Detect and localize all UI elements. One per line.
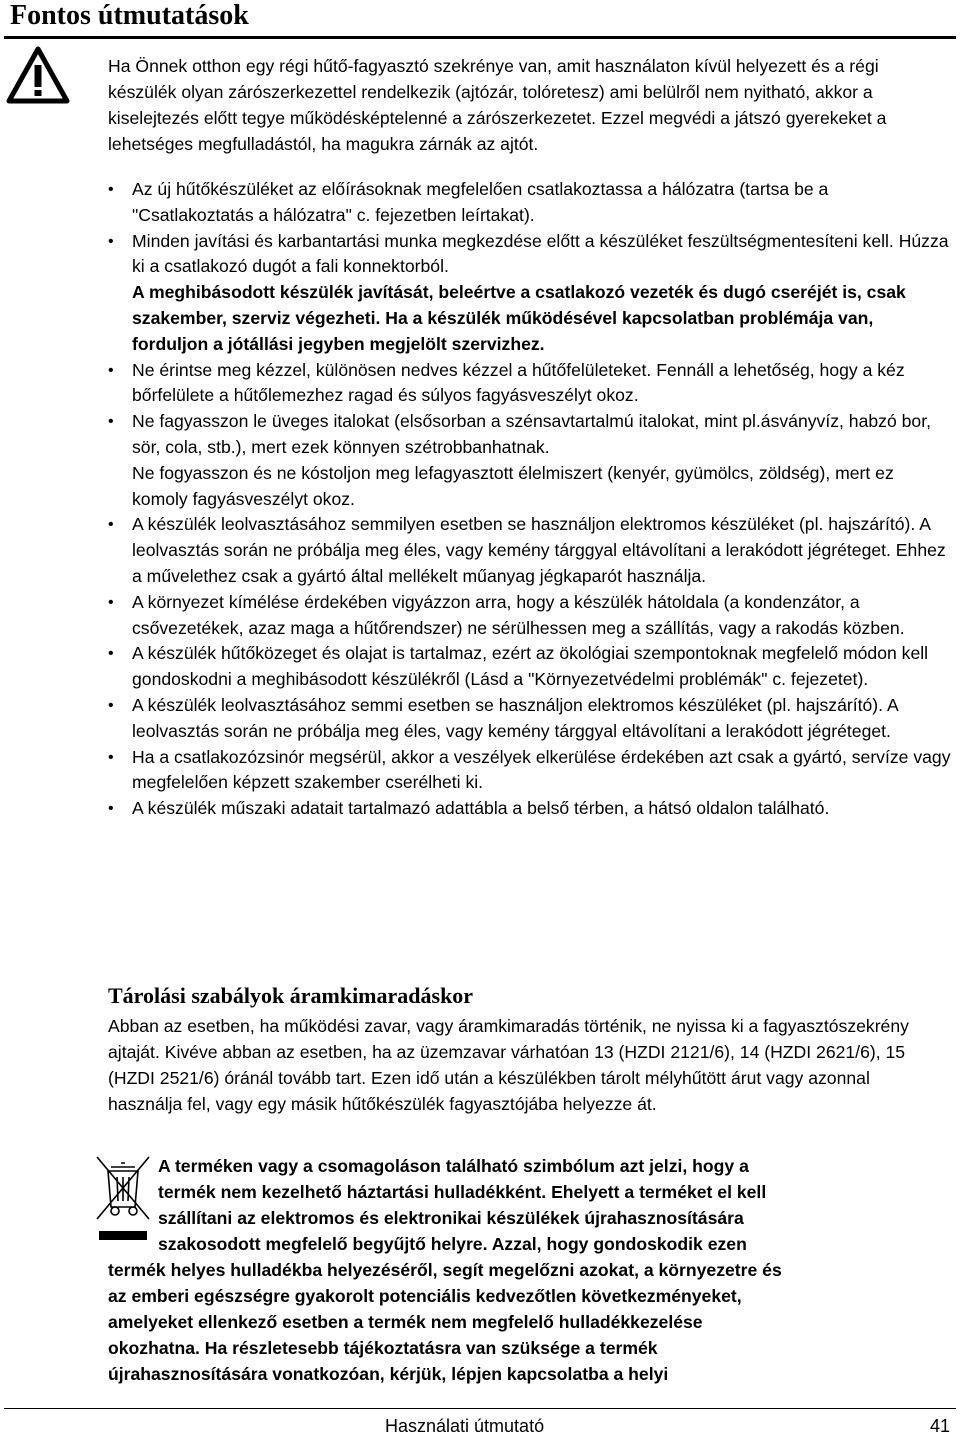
footer-rule bbox=[4, 1408, 956, 1409]
list-item: • Ne fagyasszon le üveges italokat (elsősorban a szénsavtartalmú italokat, mint pl.ásványvíz, habzó bor, sör, cola, stb.), mert ezek könnyen szétrobbanhatnak. Ne fogyasszon és ne kóstoljon meg lefagyasztott élelmiszert (kenyér, gyümölcs, zöldség), mert ez komoly fagyásveszélyt okoz. bbox=[108, 409, 954, 512]
disposal-notice: A terméken vagy a csomagoláson található szimbólum azt jelzi, hogy a termék nem kezelhető háztartási hulladékként. Ehelyett a terméket el kell szállítani az elektromos és elektronikai készülékek újrahasznosítására szakosodott megfelelő begyűjtő helyre. Azzal, hogy gondoskodik ezen termék helyes hulladékba helyezéséről, segít megelőzni azokat, a környezetre és az emberi egészségre gyakorolt potenciális kedvezőtlen következményeket, amelyeket ellenkező esetben a termék nem megfelelő hulladékkezelése okozhatna. Ha részletesebb tájékoztatásra van szüksége a termék újrahasznosítására vonatkozóan, kérjük, lépjen kapcsolatba a helyi bbox=[108, 1156, 782, 1384]
list-item: • A készülék műszaki adatait tartalmazó adattábla a belső térben, a hátsó oldalon található. bbox=[108, 796, 954, 822]
footer-label: Használati útmutató bbox=[385, 1416, 545, 1436]
title-rule bbox=[4, 36, 956, 39]
list-item: • Minden javítási és karbantartási munka megkezdése előtt a készüléket feszültségmentesíteni kell. Húzza ki a csatlakozó dugót a fali konnektorból. A meghibásodott készülék javítását, beleértve a csatlakozó vezeték és dugó cseréjét is, csak szakember, szerviz végezheti. Ha a készülék működésével kapcsolatban problémája van, forduljon a jótállási jegyben megjelölt szervizhez. bbox=[108, 229, 954, 358]
page-number: 41 bbox=[929, 1416, 950, 1436]
intro-paragraph: Ha Önnek otthon egy régi hűtő-fagyasztó szekrénye van, amit használaton kívül helyezett és a régi készülék olyan zárószerkezettel rendelkezik (ajtózár, tolóretesz) ami belülről nem nyitható, akkor a kiselejtezés előtt tegye működésképtelenné a zárószerkezetet. Ezzel megvédi a játszó gyerekeket a lehetséges megfulladástól, ha magukra zárnák az ajtót. bbox=[108, 56, 887, 154]
list-item: • A készülék leolvasztásához semmilyen esetben se használjon elektromos készüléket (pl. hajszárító). A leolvasztás során ne próbálja meg éles, vagy kemény tárggyal eltávolítani a lerakódott jégréteget. Ehhez a művelethez csak a gyártó által mellékelt műanyag jégkaparót használja. bbox=[108, 512, 954, 589]
storage-paragraph: Abban az esetben, ha működési zavar, vagy áramkimaradás történik, ne nyissa ki a fagyasztószekrény ajtaját. Kivéve abban az esetben, ha az üzemzavar várhatóan 13 (HZDI 2121/6), 14 (HZDI 2621/6), 15 (HZDI 2521/6) óránál tovább tart. Ezen idő után a készülékben tárolt mélyhűtött árut vagy azonnal használja fel, vagy egy másik hűtőkészülék fagyasztójába helyezze át. bbox=[108, 1016, 909, 1114]
list-item: • Ne érintse meg kézzel, különösen nedves kézzel a hűtőfelületeket. Fennáll a lehetőség, hogy a kéz bőrfelülete a hűtőlemezhez ragad és súlyos fagyásveszélyt okoz. bbox=[108, 358, 954, 410]
safety-list bbox=[108, 177, 954, 822]
list-item: • Az új hűtőkészüléket az előírásoknak megfelelően csatlakoztassa a hálózatra (tartsa be a "Csatlakoztatás a hálózatra" c. fejezetben leírtakat). bbox=[108, 177, 954, 229]
bold-warning: A meghibásodott készülék javítását, beleértve a csatlakozó vezeték és dugó cseréjét is, csak szakember, szerviz végezheti. Ha a készülék működésével kapcsolatban problémája van, forduljon a jótállási jegyben megjelölt szervizhez. bbox=[132, 282, 906, 354]
list-item: • A környezet kímélése érdekében vigyázzon arra, hogy a készülék hátoldala (a kondenzátor, a csővezetékek, azaz maga a hűtőrendszer) ne sérülhessen meg a szállítás, vagy a rakodás közben. bbox=[108, 590, 954, 642]
list-item: • A készülék leolvasztásához semmi esetben se használjon elektromos készüléket (pl. hajszárító). A leolvasztás során ne próbálja meg éles, vagy kemény tárggyal eltávolítani a lerakódott jégréteget. bbox=[108, 693, 954, 745]
section-title: Tárolási szabályok áramkimaradáskor bbox=[108, 983, 474, 1008]
list-item: • A készülék hűtőközeget és olajat is tartalmaz, ezért az ökológiai szempontoknak megfelelő módon kell gondoskodni a meghibásodott készülékről (Lásd a "Környezetvédelmi problémák" c. fejezetet). bbox=[108, 641, 954, 693]
warning-triangle-icon bbox=[6, 46, 70, 104]
page-title: Fontos útmutatások bbox=[10, 0, 249, 31]
list-item: • Ha a csatlakozózsinór megsérül, akkor a veszélyek elkerülése érdekében azt csak a gyártó, servíze vagy megfelelően képzett szakember cserélheti ki. bbox=[108, 745, 954, 797]
